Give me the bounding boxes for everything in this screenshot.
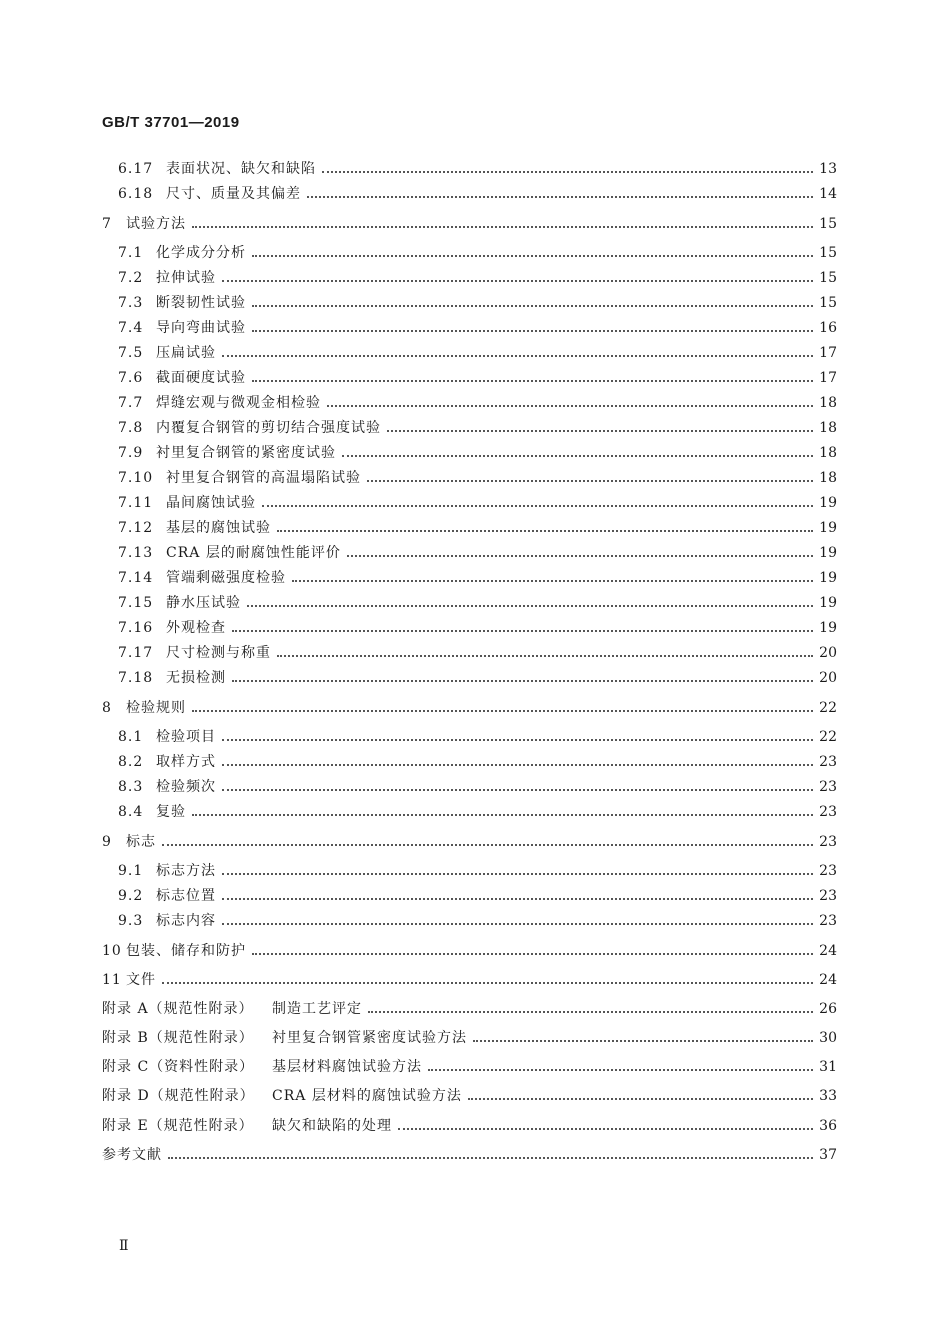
toc-entry-title: 压扁试验 <box>156 345 216 361</box>
toc-entry-number: 附录 D（规范性附录） <box>102 1088 255 1104</box>
toc-entry-title: 文件 <box>126 972 156 988</box>
toc-dot-leader <box>222 872 813 875</box>
toc-entry-number: 7.2 <box>118 270 144 286</box>
toc-entry-title: 断裂韧性试验 <box>156 295 246 311</box>
toc-entry-title: 内覆复合钢管的剪切结合强度试验 <box>156 420 381 436</box>
toc-dot-leader <box>307 195 813 198</box>
toc-entry-number: 7.18 <box>118 670 154 686</box>
toc-dot-leader <box>162 843 813 846</box>
toc-entry-number: 6.18 <box>118 186 154 202</box>
toc-entry-page: 33 <box>819 1088 837 1104</box>
toc-entry-number: 7.7 <box>118 395 144 411</box>
toc-dot-leader <box>232 629 813 632</box>
toc-dot-leader <box>277 654 813 657</box>
toc-entry-title: 标志内容 <box>156 913 216 929</box>
toc-entry-title: 无损检测 <box>166 670 226 686</box>
toc-entry[interactable] <box>118 240 837 262</box>
toc-entry-page: 15 <box>819 216 837 232</box>
toc-entry-number: 11 <box>102 972 122 988</box>
toc-entry-number: 7.16 <box>118 620 154 636</box>
toc-dot-leader <box>368 1010 813 1013</box>
toc-entry-page: 31 <box>819 1059 837 1075</box>
toc-entry-page: 17 <box>819 370 837 386</box>
toc-entry-page: 19 <box>819 495 837 511</box>
toc-entry-title: 晶间腐蚀试验 <box>166 495 256 511</box>
toc-entry-title: 管端剩磁强度检验 <box>166 570 286 586</box>
toc-dot-leader <box>222 763 813 766</box>
toc-entry-number: 附录 C（资料性附录） <box>102 1059 255 1075</box>
toc-entry-title: 衬里复合钢管的紧密度试验 <box>156 445 336 461</box>
toc-dot-leader <box>252 329 813 332</box>
toc-dot-leader <box>367 479 813 482</box>
toc-entry-title: 静水压试验 <box>166 595 241 611</box>
toc-entry[interactable] <box>102 1142 837 1164</box>
toc-entry-number: 附录 E（规范性附录） <box>102 1118 254 1134</box>
toc-dot-leader <box>473 1039 813 1042</box>
toc-entry[interactable] <box>118 340 837 362</box>
toc-entry-page: 24 <box>819 972 837 988</box>
toc-entry-page: 37 <box>819 1147 837 1163</box>
toc-dot-leader <box>222 897 813 900</box>
toc-entry[interactable] <box>118 440 837 462</box>
toc-entry[interactable] <box>118 565 837 587</box>
toc-entry[interactable] <box>118 640 837 662</box>
toc-dot-leader <box>222 279 813 282</box>
toc-entry[interactable] <box>102 695 837 717</box>
toc-dot-leader <box>252 952 813 955</box>
toc-entry-number: 附录 B（规范性附录） <box>102 1030 254 1046</box>
toc-entry-number: 7 <box>102 216 112 232</box>
toc-entry-page: 18 <box>819 470 837 486</box>
toc-entry-page: 18 <box>819 445 837 461</box>
toc-dot-leader <box>247 604 813 607</box>
toc-entry-number: 7.3 <box>118 295 144 311</box>
toc-dot-leader <box>222 788 813 791</box>
toc-entry[interactable] <box>102 1113 837 1135</box>
toc-entry-title: 参考文献 <box>102 1147 162 1163</box>
standard-code: GB/T 37701—2019 <box>102 114 240 131</box>
toc-entry-number: 8.4 <box>118 804 144 820</box>
toc-entry[interactable] <box>118 749 837 771</box>
toc-dot-leader <box>222 738 813 741</box>
toc-dot-leader <box>262 504 813 507</box>
toc-entry-number: 8.2 <box>118 754 144 770</box>
toc-entry[interactable] <box>102 938 837 960</box>
toc-entry-page: 15 <box>819 245 837 261</box>
toc-dot-leader <box>327 404 813 407</box>
toc-entry-page: 19 <box>819 595 837 611</box>
toc-dot-leader <box>387 429 813 432</box>
toc-entry[interactable] <box>118 799 837 821</box>
toc-entry-title: CRA 层材料的腐蚀试验方法 <box>272 1088 462 1104</box>
toc-entry-number: 7.5 <box>118 345 144 361</box>
toc-entry[interactable] <box>102 1083 837 1105</box>
toc-entry-page: 23 <box>819 863 837 879</box>
toc-entry-page: 22 <box>819 700 837 716</box>
toc-entry-number: 9.1 <box>118 863 144 879</box>
toc-entry-page: 23 <box>819 779 837 795</box>
toc-dot-leader <box>468 1097 813 1100</box>
toc-dot-leader <box>322 170 813 173</box>
toc-entry[interactable] <box>118 724 837 746</box>
toc-entry-page: 20 <box>819 670 837 686</box>
toc-dot-leader <box>192 225 813 228</box>
toc-entry-title: 标志位置 <box>156 888 216 904</box>
toc-entry[interactable] <box>118 465 837 487</box>
toc-entry-page: 13 <box>819 161 837 177</box>
toc-entry[interactable] <box>118 615 837 637</box>
toc-entry-number: 8.1 <box>118 729 144 745</box>
toc-entry-number: 7.15 <box>118 595 154 611</box>
toc-entry[interactable] <box>118 665 837 687</box>
toc-entry[interactable] <box>118 908 837 930</box>
toc-entry[interactable] <box>118 290 837 312</box>
toc-entry-title: 基层的腐蚀试验 <box>166 520 271 536</box>
toc-entry[interactable] <box>118 156 837 178</box>
toc-entry-title: 表面状况、缺欠和缺陷 <box>166 161 316 177</box>
toc-entry-title: CRA 层的耐腐蚀性能评价 <box>166 545 341 561</box>
toc-entry-page: 16 <box>819 320 837 336</box>
toc-entry[interactable] <box>118 390 837 412</box>
toc-entry-title: 检验频次 <box>156 779 216 795</box>
toc-entry-title: 缺欠和缺陷的处理 <box>272 1118 392 1134</box>
toc-entry-page: 23 <box>819 804 837 820</box>
toc-dot-leader <box>252 304 813 307</box>
toc-entry-page: 18 <box>819 395 837 411</box>
toc-entry-page: 15 <box>819 295 837 311</box>
toc-entry-number: 8 <box>102 700 112 716</box>
toc-entry[interactable] <box>118 365 837 387</box>
toc-entry[interactable] <box>118 858 837 880</box>
toc-dot-leader <box>162 981 813 984</box>
toc-entry-number: 7.4 <box>118 320 144 336</box>
toc-entry-number: 7.14 <box>118 570 154 586</box>
toc-entry-number: 7.6 <box>118 370 144 386</box>
toc-entry[interactable] <box>118 415 837 437</box>
toc-entry-page: 15 <box>819 270 837 286</box>
toc-entry-page: 19 <box>819 620 837 636</box>
toc-entry[interactable] <box>118 265 837 287</box>
toc-entry-page: 36 <box>819 1118 837 1134</box>
toc-entry-page: 23 <box>819 913 837 929</box>
toc-dot-leader <box>222 354 813 357</box>
toc-entry[interactable] <box>102 1025 837 1047</box>
toc-entry-page: 14 <box>819 186 837 202</box>
toc-entry-title: 焊缝宏观与微观金相检验 <box>156 395 321 411</box>
toc-entry-title: 拉伸试验 <box>156 270 216 286</box>
toc-entry-title: 化学成分分析 <box>156 245 246 261</box>
toc-entry-title: 包装、储存和防护 <box>126 943 246 959</box>
toc-entry[interactable] <box>102 996 837 1018</box>
toc-entry[interactable] <box>102 967 837 989</box>
toc-entry-number: 9.2 <box>118 888 144 904</box>
toc-entry[interactable] <box>118 315 837 337</box>
toc-dot-leader <box>192 813 813 816</box>
toc-entry[interactable] <box>102 1054 837 1076</box>
toc-entry-number: 7.8 <box>118 420 144 436</box>
toc-dot-leader <box>347 554 813 557</box>
toc-entry-number: 7.17 <box>118 645 154 661</box>
toc-entry-number: 7.10 <box>118 470 154 486</box>
toc-entry-page: 18 <box>819 420 837 436</box>
toc-entry-number: 7.11 <box>118 495 154 511</box>
toc-entry-number: 7.12 <box>118 520 154 536</box>
toc-entry-number: 7.13 <box>118 545 154 561</box>
toc-entry-page: 26 <box>819 1001 837 1017</box>
toc-entry[interactable] <box>118 181 837 203</box>
toc-entry-title: 试验方法 <box>126 216 186 232</box>
toc-entry-number: 附录 A（规范性附录） <box>102 1001 254 1017</box>
toc-entry-page: 23 <box>819 834 837 850</box>
toc-entry-title: 制造工艺评定 <box>272 1001 362 1017</box>
toc-entry-title: 衬里复合钢管紧密度试验方法 <box>272 1030 467 1046</box>
toc-dot-leader <box>342 454 813 457</box>
toc-entry-page: 23 <box>819 754 837 770</box>
footer-page-number: Ⅱ <box>119 1238 129 1254</box>
toc-entry-title: 检验规则 <box>126 700 186 716</box>
toc-dot-leader <box>192 709 813 712</box>
toc-entry-page: 19 <box>819 570 837 586</box>
toc-entry-page: 20 <box>819 645 837 661</box>
toc-entry-title: 标志 <box>126 834 156 850</box>
toc-entry-title: 复验 <box>156 804 186 820</box>
toc-entry-page: 24 <box>819 943 837 959</box>
toc-entry-number: 6.17 <box>118 161 154 177</box>
toc-entry-title: 截面硬度试验 <box>156 370 246 386</box>
toc-entry-page: 19 <box>819 520 837 536</box>
toc-entry-title: 尺寸、质量及其偏差 <box>166 186 301 202</box>
toc-entry[interactable] <box>118 883 837 905</box>
toc-entry-title: 衬里复合钢管的高温塌陷试验 <box>166 470 361 486</box>
toc-entry-number: 7.1 <box>118 245 144 261</box>
toc-entry[interactable] <box>102 211 837 233</box>
toc-entry-title: 标志方法 <box>156 863 216 879</box>
toc-entry-number: 8.3 <box>118 779 144 795</box>
toc-entry-number: 7.9 <box>118 445 144 461</box>
toc-dot-leader <box>252 254 813 257</box>
toc-entry[interactable] <box>118 774 837 796</box>
toc-entry-page: 19 <box>819 545 837 561</box>
toc-entry[interactable] <box>118 515 837 537</box>
toc-dot-leader <box>168 1156 813 1159</box>
toc-entry-number: 9.3 <box>118 913 144 929</box>
toc-entry[interactable] <box>118 590 837 612</box>
toc-entry-title: 检验项目 <box>156 729 216 745</box>
toc-entry-title: 尺寸检测与称重 <box>166 645 271 661</box>
toc-entry-title: 外观检查 <box>166 620 226 636</box>
toc-entry-page: 22 <box>819 729 837 745</box>
toc-entry-page: 30 <box>819 1030 837 1046</box>
toc-dot-leader <box>292 579 813 582</box>
toc-entry-page: 23 <box>819 888 837 904</box>
toc-entry-title: 取样方式 <box>156 754 216 770</box>
toc-entry-title: 导向弯曲试验 <box>156 320 246 336</box>
toc-dot-leader <box>222 922 813 925</box>
toc-entry-number: 10 <box>102 943 122 959</box>
toc-dot-leader <box>277 529 813 532</box>
toc-entry-title: 基层材料腐蚀试验方法 <box>272 1059 422 1075</box>
toc-entry[interactable] <box>118 490 837 512</box>
toc-entry[interactable] <box>118 540 837 562</box>
toc-dot-leader <box>252 379 813 382</box>
toc-dot-leader <box>232 679 813 682</box>
toc-entry[interactable] <box>102 829 837 851</box>
toc-dot-leader <box>398 1127 813 1130</box>
toc-entry-page: 17 <box>819 345 837 361</box>
toc-entry-number: 9 <box>102 834 112 850</box>
toc-dot-leader <box>428 1068 813 1071</box>
